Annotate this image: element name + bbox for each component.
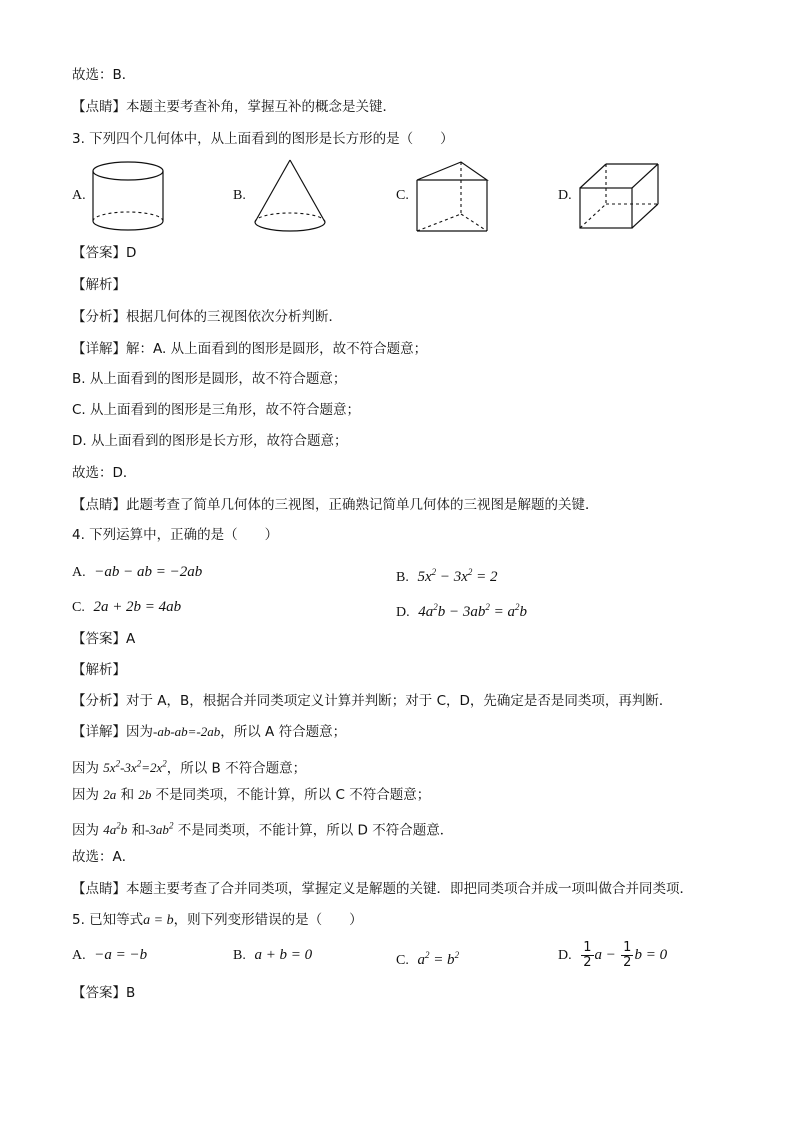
text-line: 【点睛】本题主要考查补角，掌握互补的概念是关键．: [72, 99, 396, 115]
detail-4-c: 因为 2a 和 2b 不是同类项，不能计算，所以 C 不符合题意；: [72, 787, 431, 803]
detail-4-b-math: $5x^2-3x^2=2x^2$: [103, 759, 167, 776]
analysis-3: 【分析】根据几何体的三视图依次分析判断．: [72, 309, 342, 325]
q3-option-d-label: D.: [558, 188, 572, 203]
q5-option-c: C. $a^2 = b^2$: [396, 950, 460, 968]
q4-option-d-math: $4a^2b - 3ab^2 = a^2b$: [418, 602, 527, 620]
q5-option-b: B. a + b = 0: [233, 947, 313, 963]
question-4: 4. 下列运算中，正确的是（ ）: [72, 527, 279, 543]
q3-option-b-label: B.: [233, 188, 246, 203]
analysis-heading-3: 【解析】: [72, 277, 126, 293]
q4-option-d: D. $4a^2b - 3ab^2 = a^2b$: [396, 602, 527, 620]
analysis-heading-4: 【解析】: [72, 662, 126, 678]
detail-4: 【详解】因为-ab-ab=-2ab，所以 A 符合题意；: [72, 724, 347, 740]
detail-4-d-math-1: $4a^2b$: [103, 821, 128, 838]
detail-4-d-math-2: $-3ab^2$: [145, 821, 174, 838]
detail-3-c: C. 从上面看到的图形是三角形，故不符合题意；: [72, 402, 361, 418]
cone-figure: [250, 158, 330, 238]
q3-option-c-label: C.: [396, 188, 409, 203]
detail-4-b: 因为 $5x^2-3x^2=2x^2$，所以 B 不符合题意；: [72, 759, 307, 777]
answer-5: 【答案】B: [72, 985, 136, 1001]
fraction: $\frac{1}{2}$: [623, 939, 632, 970]
cuboid-figure: [576, 160, 662, 232]
analysis-4: 【分析】对于 A，B，根据合并同类项定义计算并判断；对于 C，D，先确定是否是同类项，再判断．: [72, 693, 673, 709]
q5-option-a: A. −a = −b: [72, 947, 148, 963]
q5-option-c-math: $a^2 = b^2$: [417, 950, 460, 968]
detail-3-d: D. 从上面看到的图形是长方形，故符合题意；: [72, 433, 348, 449]
q4-option-c: C. 2a + 2b = 4ab: [72, 599, 182, 615]
detail-3: 【详解】解：A. 从上面看到的图形是圆形，故不符合题意；: [72, 341, 428, 357]
fraction: $\frac{1}{2}$: [583, 939, 592, 970]
cylinder-figure: [88, 158, 168, 236]
q4-option-a: A. −ab − ab = −2ab: [72, 564, 203, 580]
triangular-prism-figure: [413, 158, 493, 236]
detail-3-b: B. 从上面看到的图形是圆形，故不符合题意；: [72, 371, 347, 387]
q4-option-b-math: $5x^2 - 3x^2 = 2$: [417, 567, 498, 585]
detail-4-d: 因为 $4a^2b$ 和$-3ab^2$ 不是同类项，不能计算，所以 D 不符合题意．: [72, 821, 454, 839]
q5-option-d: D. $\frac{1}{2}$ a − $\frac{1}{2}$ b = 0: [558, 939, 668, 970]
q4-option-b: B. $5x^2 - 3x^2 = 2$: [396, 567, 498, 585]
question-5: 5. 已知等式a = b，则下列变形错误的是（ ）: [72, 912, 363, 928]
question-3: 3. 下列四个几何体中，从上面看到的图形是长方形的是（ ）: [72, 131, 454, 147]
choice-3: 故选：D．: [72, 465, 137, 481]
q3-option-a-label: A.: [72, 188, 86, 203]
comment-4: 【点睛】本题主要考查了合并同类项，掌握定义是解题的关键．即把同类项合并成一项叫做合并同类项．: [72, 881, 693, 897]
answer-4: 【答案】A: [72, 631, 136, 647]
answer-3: 【答案】D: [72, 245, 137, 261]
choice-4: 故选：A．: [72, 849, 136, 865]
text-line: 故选：B．: [72, 67, 136, 83]
comment-3: 【点睛】此题考查了简单几何体的三视图，正确熟记简单几何体的三视图是解题的关键．: [72, 497, 599, 513]
